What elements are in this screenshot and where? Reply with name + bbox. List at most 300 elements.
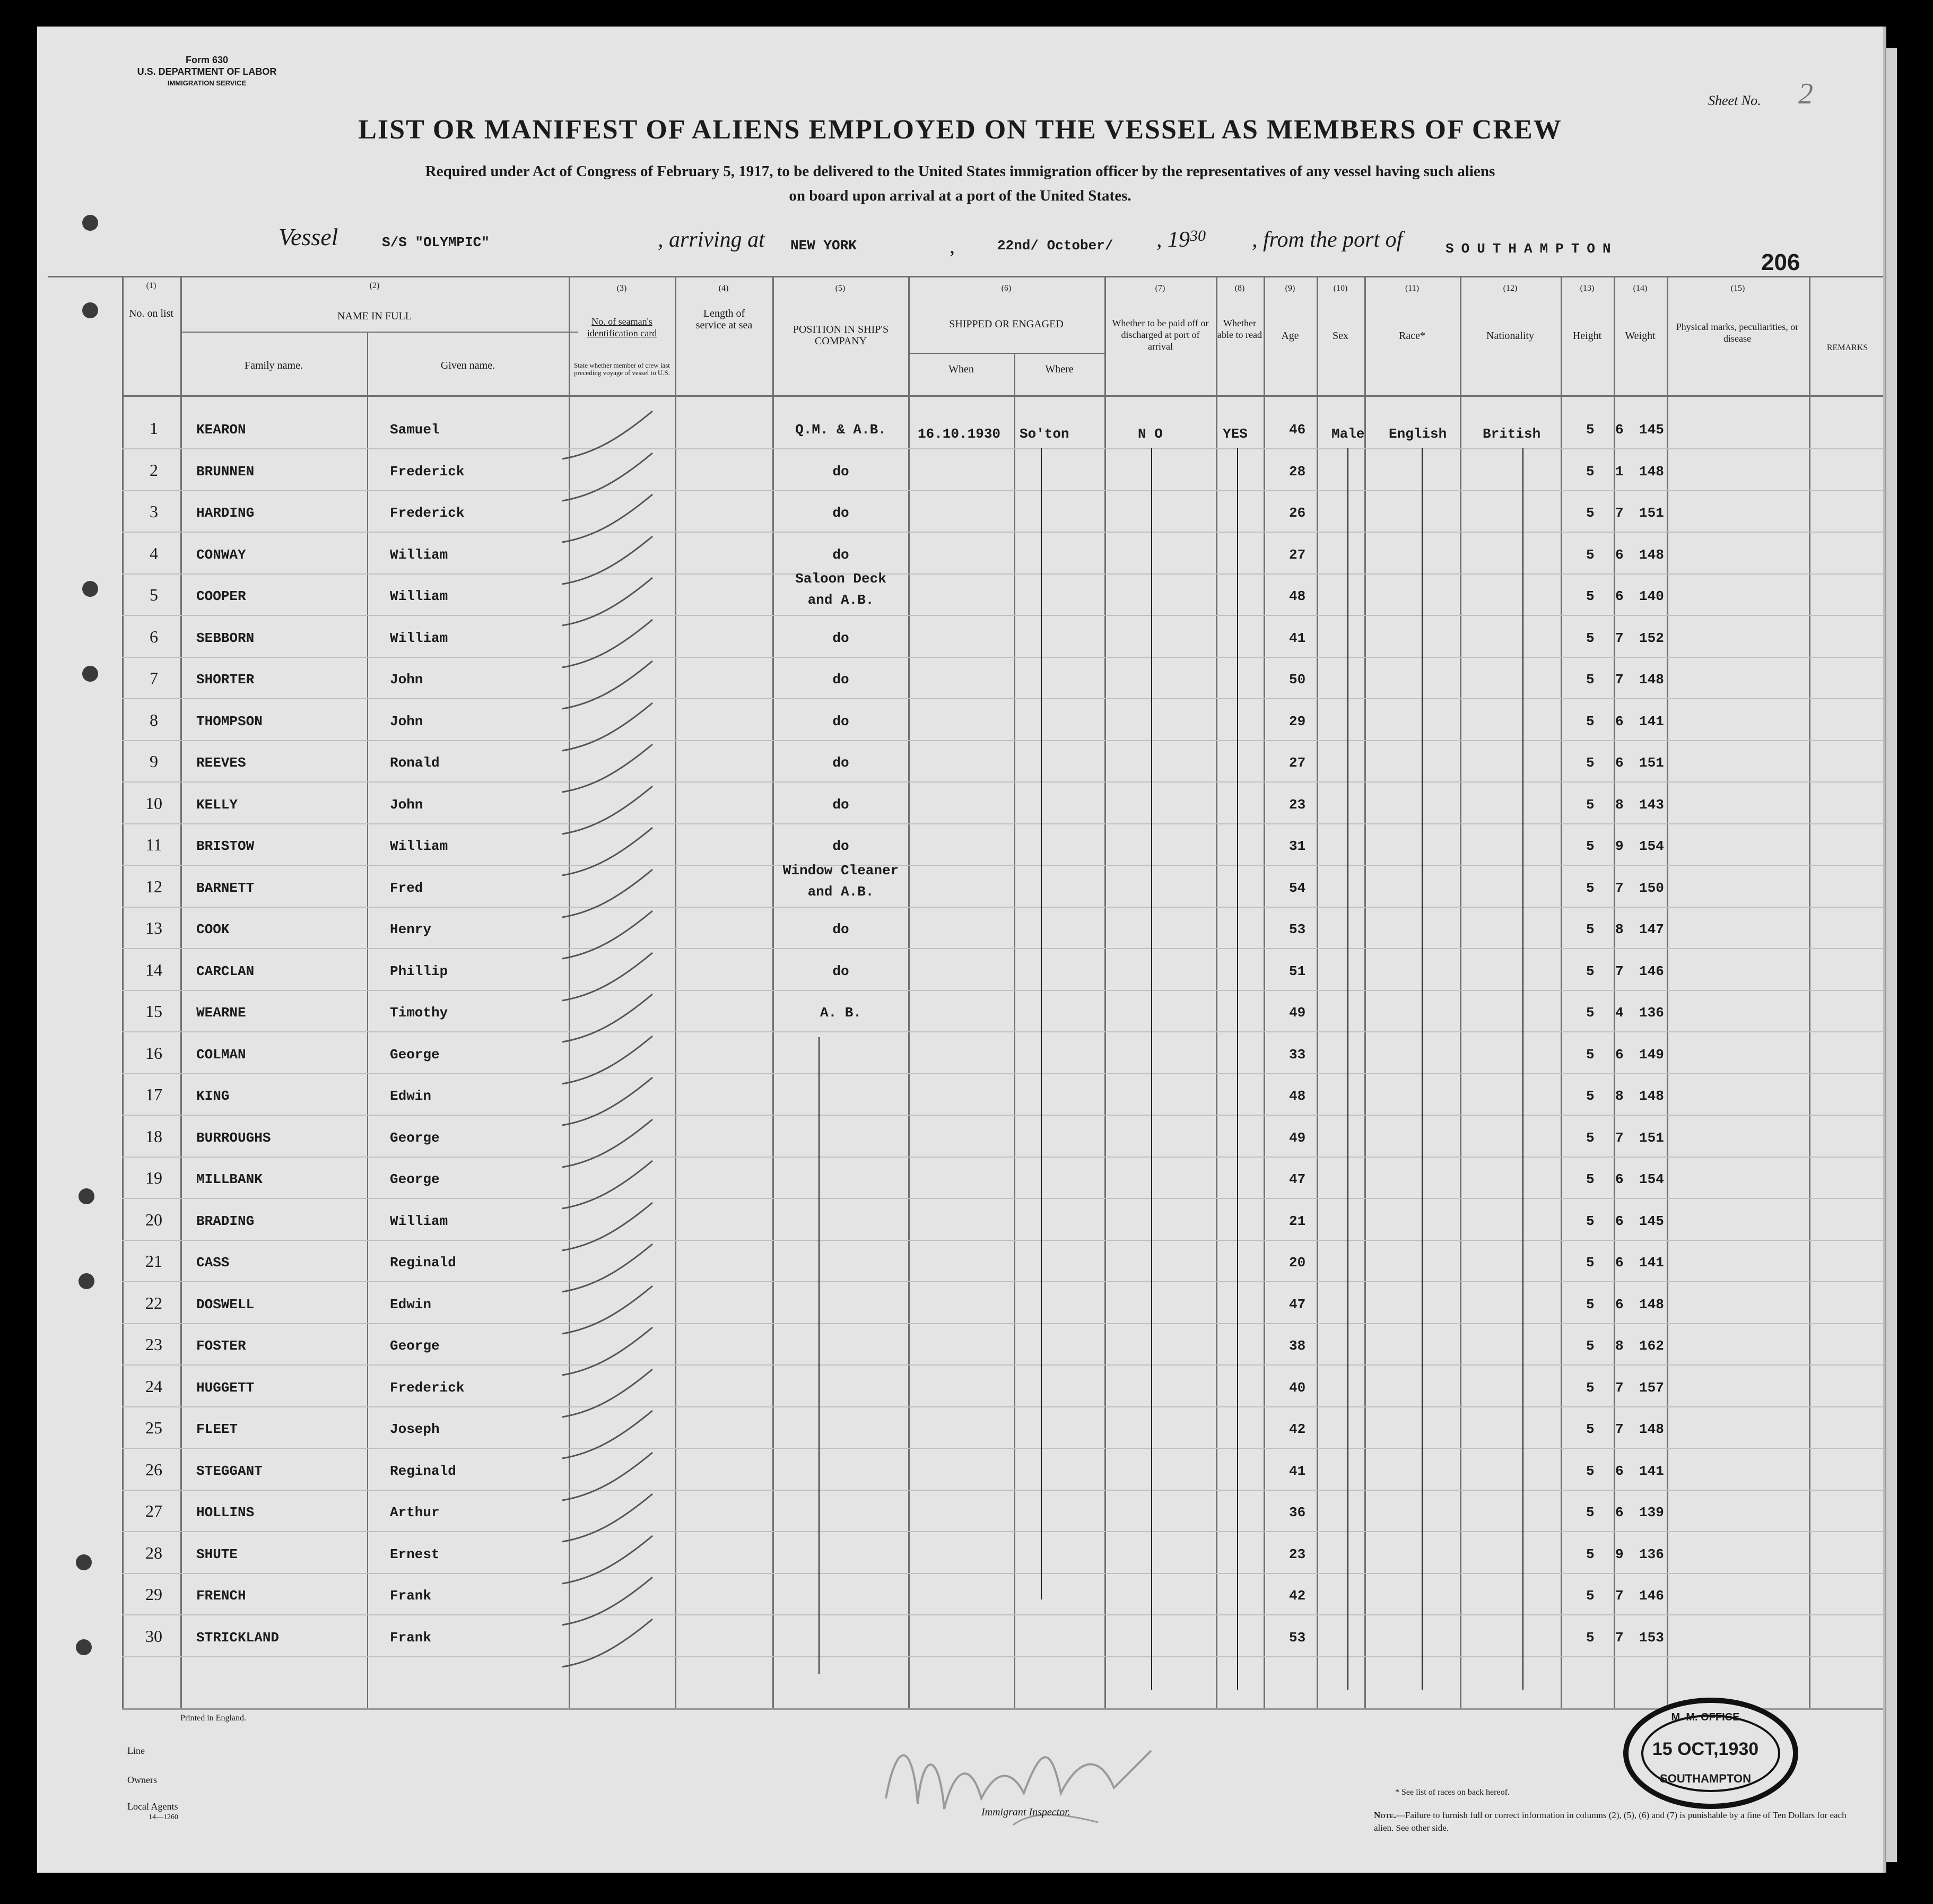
- row-number: 28: [145, 1543, 162, 1562]
- row-number: 18: [145, 1127, 162, 1146]
- given-name-cell: William: [390, 588, 448, 604]
- row-rule: [122, 532, 1883, 533]
- height-feet-cell: 5: [1586, 714, 1595, 729]
- col-num-6: (6): [1001, 284, 1012, 293]
- weight-cell: 148: [1639, 1088, 1664, 1104]
- row-number: 3: [150, 502, 158, 521]
- height-inches-cell: 6: [1615, 422, 1624, 438]
- given-name-cell: William: [390, 630, 448, 646]
- row-rule: [122, 1531, 1883, 1532]
- height-inches-cell: 6: [1615, 547, 1624, 563]
- given-name-cell: Henry: [390, 921, 432, 937]
- ditto-line-where: [1041, 448, 1042, 1599]
- arrival-date: 22nd/ October/: [997, 238, 1113, 254]
- hdr-position: POSITION IN SHIP'S COMPANY: [793, 324, 889, 347]
- family-name-cell: COOK: [196, 921, 230, 937]
- given-name-cell: Frederick: [390, 1380, 465, 1396]
- row-number: 17: [145, 1085, 162, 1104]
- age-cell: 27: [1289, 547, 1306, 563]
- row-number: 22: [145, 1293, 162, 1312]
- family-name-cell: SHUTE: [196, 1546, 238, 1562]
- paid-off-cell: N O: [1138, 426, 1163, 442]
- age-cell: 27: [1289, 755, 1306, 771]
- position-cell: do: [832, 921, 849, 937]
- given-name-cell: Arthur: [390, 1505, 440, 1520]
- able-read-cell: YES: [1223, 426, 1248, 442]
- position-cell: Q.M. & A.B.: [795, 422, 886, 438]
- hdr-given-name: Given name.: [440, 360, 495, 371]
- height-inches-cell: 7: [1615, 1630, 1624, 1646]
- height-inches-cell: 7: [1615, 963, 1624, 979]
- weight-cell: 148: [1639, 1297, 1664, 1312]
- age-cell: 41: [1289, 1463, 1306, 1479]
- given-name-cell: George: [390, 1047, 440, 1063]
- sex-cell: Male: [1331, 426, 1365, 442]
- hdr-weight: Weight: [1625, 330, 1656, 342]
- manifest-sheet: [37, 27, 1886, 1873]
- height-inches-cell: 6: [1615, 1463, 1624, 1479]
- position-cell: do: [832, 547, 849, 563]
- row-rule: [122, 1073, 1883, 1074]
- given-name-cell: George: [390, 1130, 440, 1146]
- height-feet-cell: 5: [1586, 921, 1595, 937]
- height-feet-cell: 5: [1586, 755, 1595, 771]
- age-cell: 49: [1289, 1130, 1306, 1146]
- height-inches-cell: 8: [1615, 797, 1624, 813]
- row-number: 1: [150, 419, 158, 438]
- position-cell: A. B.: [820, 1005, 861, 1021]
- col-line-1b: [367, 332, 368, 1708]
- height-feet-cell: 5: [1586, 422, 1595, 438]
- row-rule: [122, 740, 1883, 741]
- table-header-bottom: [122, 395, 1883, 397]
- given-name-cell: William: [390, 838, 448, 854]
- age-cell: 48: [1289, 588, 1306, 604]
- age-cell: 41: [1289, 630, 1306, 646]
- weight-cell: 157: [1639, 1380, 1664, 1396]
- row-number: 10: [145, 794, 162, 813]
- height-inches-cell: 7: [1615, 880, 1624, 896]
- note-text: —Failure to furnish full or correct information in columns (2), (5), (6) and (7) is punishable by a fine of Ten Dollars for each alien. See other side.: [1374, 1810, 1847, 1833]
- office-stamp: [1623, 1698, 1798, 1809]
- given-name-cell: William: [390, 1213, 448, 1229]
- height-feet-cell: 5: [1586, 464, 1595, 480]
- height-inches-cell: 8: [1615, 1088, 1624, 1104]
- col-num-10: (10): [1333, 284, 1348, 293]
- height-inches-cell: 6: [1615, 1213, 1624, 1229]
- family-name-cell: MILLBANK: [196, 1171, 263, 1187]
- row-rule: [122, 907, 1883, 908]
- form-block: [127, 54, 286, 89]
- weight-cell: 145: [1639, 422, 1664, 438]
- year-prefix: 19: [1168, 228, 1190, 252]
- family-name-cell: CASS: [196, 1255, 230, 1271]
- form-service: IMMIGRATION SERVICE: [167, 79, 247, 87]
- col-num-1: (1): [146, 281, 156, 290]
- row-rule: [122, 1364, 1883, 1366]
- family-name-cell: HARDING: [196, 505, 255, 521]
- height-inches-cell: 7: [1615, 1588, 1624, 1604]
- hdr-able-read: Whether able to read: [1217, 318, 1262, 340]
- given-name-cell: George: [390, 1171, 440, 1187]
- height-inches-cell: 6: [1615, 1297, 1624, 1312]
- weight-cell: 146: [1639, 1588, 1664, 1604]
- weight-cell: 148: [1639, 464, 1664, 480]
- height-feet-cell: 5: [1586, 1505, 1595, 1520]
- form-number: Form 630: [185, 55, 229, 65]
- height-feet-cell: 5: [1586, 672, 1595, 688]
- weight-cell: 151: [1639, 755, 1664, 771]
- position-cell: do: [832, 797, 849, 813]
- height-inches-cell: 7: [1615, 630, 1624, 646]
- family-name-cell: KEARON: [196, 422, 246, 438]
- row-rule: [122, 573, 1883, 575]
- given-name-cell: Phillip: [390, 963, 448, 979]
- given-name-cell: Joseph: [390, 1421, 440, 1437]
- col-num-14: (14): [1633, 284, 1648, 293]
- row-rule: [122, 657, 1883, 658]
- row-number: 7: [150, 668, 158, 688]
- row-rule: [122, 448, 1883, 449]
- ditto-line-paid: [1151, 448, 1152, 1690]
- row-rule: [122, 1614, 1883, 1615]
- family-name-cell: KING: [196, 1088, 230, 1104]
- given-name-cell: Samuel: [390, 422, 440, 438]
- given-name-cell: Reginald: [390, 1255, 456, 1271]
- shipped-subrule: [908, 353, 1104, 354]
- col-num-12: (12): [1503, 284, 1518, 293]
- row-rule: [122, 1323, 1883, 1324]
- position-cell: Saloon Deck and A.B.: [795, 571, 886, 608]
- age-cell: 31: [1289, 838, 1306, 854]
- height-inches-cell: 6: [1615, 1047, 1624, 1063]
- col-num-13: (13): [1580, 284, 1595, 293]
- row-number: 21: [145, 1251, 162, 1271]
- row-rule: [122, 615, 1883, 616]
- arriving-port: NEW YORK: [790, 238, 857, 254]
- weight-cell: 143: [1639, 797, 1664, 813]
- weight-cell: 148: [1639, 1421, 1664, 1437]
- weight-cell: 136: [1639, 1005, 1664, 1021]
- sheet-number: 2: [1798, 77, 1813, 110]
- row-number: 19: [145, 1168, 162, 1187]
- where-cell: So'ton: [1020, 426, 1069, 442]
- height-inches-cell: 6: [1615, 588, 1624, 604]
- stamp-date: 15 OCT,1930: [1652, 1739, 1759, 1759]
- weight-cell: 141: [1639, 1463, 1664, 1479]
- position-cell: do: [832, 630, 849, 646]
- age-cell: 42: [1289, 1588, 1306, 1604]
- age-cell: 49: [1289, 1005, 1306, 1021]
- fine-note: [1374, 1809, 1862, 1835]
- height-feet-cell: 5: [1586, 1047, 1595, 1063]
- col-num-3: (3): [616, 284, 627, 293]
- given-name-cell: John: [390, 672, 423, 688]
- height-feet-cell: 5: [1586, 547, 1595, 563]
- position-cell: do: [832, 755, 849, 771]
- family-name-cell: STEGGANT: [196, 1463, 263, 1479]
- weight-cell: 148: [1639, 547, 1664, 563]
- height-feet-cell: 5: [1586, 1588, 1595, 1604]
- height-feet-cell: 5: [1586, 797, 1595, 813]
- age-cell: 42: [1289, 1421, 1306, 1437]
- height-feet-cell: 5: [1586, 1297, 1595, 1312]
- row-number: 30: [145, 1627, 162, 1646]
- row-number: 16: [145, 1044, 162, 1063]
- weight-cell: 151: [1639, 505, 1664, 521]
- table-bottom: [122, 1708, 1883, 1710]
- age-cell: 40: [1289, 1380, 1306, 1396]
- col-num-11: (11): [1405, 284, 1420, 293]
- from-port: SOUTHAMPTON: [1446, 241, 1618, 257]
- height-inches-cell: 7: [1615, 505, 1624, 521]
- given-name-cell: Frank: [390, 1630, 432, 1646]
- weight-cell: 145: [1639, 1213, 1664, 1229]
- height-feet-cell: 5: [1586, 1630, 1595, 1646]
- given-name-cell: Timothy: [390, 1005, 448, 1021]
- hdr-length-service: Length of service at sea: [695, 308, 753, 331]
- row-rule: [122, 490, 1883, 491]
- year-field: , $19^{30}$: [1156, 227, 1206, 252]
- col-num-4: (4): [718, 284, 729, 293]
- height-inches-cell: 4: [1615, 1005, 1624, 1021]
- age-cell: 36: [1289, 1505, 1306, 1520]
- height-feet-cell: 5: [1586, 1421, 1595, 1437]
- row-rule: [122, 948, 1883, 949]
- height-feet-cell: 5: [1586, 1005, 1595, 1021]
- family-name-cell: THOMPSON: [196, 714, 263, 729]
- height-inches-cell: 6: [1615, 1255, 1624, 1271]
- ditto-line-race: [1422, 448, 1423, 1690]
- row-rule: [122, 1281, 1883, 1282]
- family-name-cell: REEVES: [196, 755, 246, 771]
- position-cell: do: [832, 464, 849, 480]
- punch-hole: [76, 1639, 92, 1655]
- family-name-cell: SHORTER: [196, 672, 255, 688]
- hdr-paid-off: Whether to be paid off or discharged at port of arrival: [1112, 318, 1209, 352]
- stamp-top: M. M. OFFICE: [1671, 1711, 1740, 1723]
- row-number: 14: [145, 960, 162, 979]
- hdr-name-in-full: NAME IN FULL: [337, 310, 412, 322]
- weight-cell: 149: [1639, 1047, 1664, 1063]
- vessel-name: S/S "OLYMPIC": [382, 234, 490, 250]
- height-feet-cell: 5: [1586, 1255, 1595, 1271]
- family-name-cell: SEBBORN: [196, 630, 255, 646]
- note-label: Note.: [1374, 1810, 1396, 1820]
- vessel-label: Vessel: [278, 223, 338, 250]
- footer-line: Line: [127, 1745, 145, 1756]
- family-name-cell: FLEET: [196, 1421, 238, 1437]
- stamp-bottom: SOUTHAMPTON: [1660, 1772, 1751, 1785]
- punch-hole: [82, 666, 98, 682]
- given-name-cell: Frederick: [390, 464, 465, 480]
- height-feet-cell: 5: [1586, 1338, 1595, 1354]
- family-name-cell: DOSWELL: [196, 1297, 255, 1312]
- row-rule: [122, 990, 1883, 991]
- weight-cell: 147: [1639, 921, 1664, 937]
- age-cell: 47: [1289, 1171, 1306, 1187]
- row-number: 5: [150, 585, 158, 604]
- comma-1: ,: [950, 234, 955, 258]
- height-feet-cell: 5: [1586, 838, 1595, 854]
- family-name-cell: WEARNE: [196, 1005, 246, 1021]
- weight-cell: 154: [1639, 838, 1664, 854]
- hdr-shipped: SHIPPED OR ENGAGED: [949, 318, 1064, 330]
- ditto-line-sex: [1347, 448, 1348, 1690]
- age-cell: 23: [1289, 797, 1306, 813]
- page-number: 206: [1761, 249, 1800, 275]
- hdr-no-on-list: No. on list: [129, 308, 173, 319]
- hdr-id-card-note: State whether member of crew last preceding voyage of vessel to U.S.: [574, 361, 670, 377]
- given-name-cell: Frank: [390, 1588, 432, 1604]
- age-cell: 28: [1289, 464, 1306, 480]
- row-number: 15: [145, 1002, 162, 1021]
- hdr-age: Age: [1281, 330, 1299, 342]
- family-name-cell: HOLLINS: [196, 1505, 255, 1520]
- age-cell: 29: [1289, 714, 1306, 729]
- family-name-cell: FRENCH: [196, 1588, 246, 1604]
- weight-cell: 146: [1639, 963, 1664, 979]
- row-number: 12: [145, 877, 162, 896]
- given-name-cell: Fred: [390, 880, 423, 896]
- punch-hole: [76, 1554, 92, 1570]
- hdr-family-name: Family name.: [245, 360, 303, 371]
- height-inches-cell: 7: [1615, 672, 1624, 688]
- age-cell: 51: [1289, 963, 1306, 979]
- age-cell: 26: [1289, 505, 1306, 521]
- given-name-cell: John: [390, 714, 423, 729]
- row-number: 6: [150, 627, 158, 646]
- row-rule: [122, 1031, 1883, 1032]
- position-cell: do: [832, 714, 849, 729]
- row-number: 8: [150, 710, 158, 729]
- col-num-5: (5): [835, 284, 846, 293]
- age-cell: 53: [1289, 1630, 1306, 1646]
- age-cell: 50: [1289, 672, 1306, 688]
- height-inches-cell: 7: [1615, 1421, 1624, 1437]
- ditto-line-read: [1237, 448, 1238, 1690]
- height-feet-cell: 5: [1586, 1088, 1595, 1104]
- form-department: U.S. DEPARTMENT OF LABOR: [137, 66, 277, 77]
- family-name-cell: HUGGETT: [196, 1380, 255, 1396]
- height-inches-cell: 1: [1615, 464, 1624, 480]
- height-inches-cell: 6: [1615, 1171, 1624, 1187]
- height-feet-cell: 5: [1586, 1546, 1595, 1562]
- given-name-cell: Ronald: [390, 755, 440, 771]
- footer-owners: Owners: [127, 1775, 157, 1785]
- year-suffix: 30: [1190, 227, 1206, 245]
- inspector-label: Immigrant Inspector.: [981, 1806, 1070, 1818]
- weight-cell: 141: [1639, 714, 1664, 729]
- races-note: * See list of races on back hereof.: [1395, 1788, 1510, 1797]
- weight-cell: 152: [1639, 630, 1664, 646]
- weight-cell: 150: [1639, 880, 1664, 896]
- col-num-7: (7): [1155, 284, 1165, 293]
- hdr-nationality: Nationality: [1486, 330, 1534, 342]
- from-label: , from the port of: [1252, 228, 1403, 252]
- family-name-cell: CONWAY: [196, 547, 246, 563]
- height-feet-cell: 5: [1586, 963, 1595, 979]
- given-name-cell: William: [390, 547, 448, 563]
- family-name-cell: BRISTOW: [196, 838, 255, 854]
- subtitle-line-1: Required under Act of Congress of February 5, 1917, to be delivered to the United States immigration officer by the representatives of any vessel having such aliens: [425, 163, 1495, 180]
- height-inches-cell: 8: [1615, 921, 1624, 937]
- family-name-cell: COLMAN: [196, 1047, 246, 1063]
- given-name-cell: Edwin: [390, 1297, 432, 1312]
- height-inches-cell: 6: [1615, 1505, 1624, 1520]
- age-cell: 47: [1289, 1297, 1306, 1312]
- family-name-cell: BURROUGHS: [196, 1130, 271, 1146]
- height-inches-cell: 7: [1615, 1380, 1624, 1396]
- row-number: 24: [145, 1377, 162, 1396]
- race-cell: English: [1389, 426, 1447, 442]
- given-name-cell: Frederick: [390, 505, 465, 521]
- col-line-5b: [1014, 353, 1015, 1708]
- col-num-2: (2): [369, 281, 380, 290]
- weight-cell: 162: [1639, 1338, 1664, 1354]
- subtitle-line-2: on board upon arrival at a port of the United States.: [789, 187, 1131, 204]
- hdr-remarks: REMARKS: [1826, 343, 1868, 352]
- row-number: 25: [145, 1418, 162, 1437]
- given-name-cell: Reginald: [390, 1463, 456, 1479]
- height-feet-cell: 5: [1586, 1213, 1595, 1229]
- family-name-cell: FOSTER: [196, 1338, 246, 1354]
- weight-cell: 140: [1639, 588, 1664, 604]
- row-rule: [122, 1240, 1883, 1241]
- position-cell: Window Cleaner and A.B.: [782, 863, 899, 900]
- age-cell: 38: [1289, 1338, 1306, 1354]
- family-name-cell: BARNETT: [196, 880, 255, 896]
- row-rule: [122, 1490, 1883, 1491]
- given-name-cell: John: [390, 797, 423, 813]
- hdr-race: Race*: [1399, 330, 1425, 342]
- row-rule: [122, 1406, 1883, 1407]
- position-cell: do: [832, 963, 849, 979]
- height-feet-cell: 5: [1586, 588, 1595, 604]
- weight-cell: 136: [1639, 1546, 1664, 1562]
- height-inches-cell: 7: [1615, 1130, 1624, 1146]
- row-number: 26: [145, 1460, 162, 1479]
- age-cell: 21: [1289, 1213, 1306, 1229]
- footer-local-agents: Local Agents: [127, 1801, 178, 1812]
- hdr-height: Height: [1572, 330, 1602, 342]
- row-rule: [122, 781, 1883, 783]
- arriving-label: , arriving at: [658, 228, 765, 252]
- position-cell: do: [832, 672, 849, 688]
- col-num-9: (9): [1285, 284, 1295, 293]
- punch-hole: [79, 1188, 94, 1204]
- age-cell: 46: [1289, 422, 1306, 438]
- height-feet-cell: 5: [1586, 1171, 1595, 1187]
- punch-hole: [79, 1273, 94, 1289]
- row-number: 11: [145, 835, 162, 854]
- height-feet-cell: 5: [1586, 505, 1595, 521]
- height-feet-cell: 5: [1586, 630, 1595, 646]
- family-name-cell: COOPER: [196, 588, 246, 604]
- name-subrule: [180, 332, 578, 333]
- hdr-physical: Physical marks, peculiarities, or disease: [1676, 321, 1799, 344]
- height-inches-cell: 9: [1615, 1546, 1624, 1562]
- height-feet-cell: 5: [1586, 1130, 1595, 1146]
- row-rule: [122, 1198, 1883, 1199]
- row-rule: [122, 698, 1883, 699]
- inspector-signature: [875, 1719, 1172, 1841]
- col-num-8: (8): [1234, 284, 1245, 293]
- row-rule: [122, 1115, 1883, 1116]
- weight-cell: 154: [1639, 1171, 1664, 1187]
- row-number: 9: [150, 752, 158, 771]
- age-cell: 54: [1289, 880, 1306, 896]
